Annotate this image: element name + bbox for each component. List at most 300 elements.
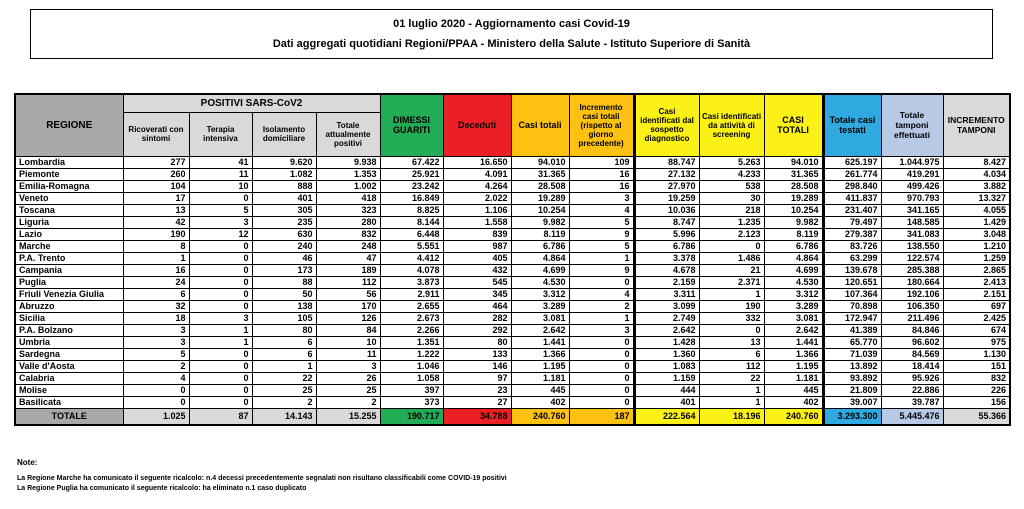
tamponi-effettuati-value: 5.445.476 bbox=[881, 408, 943, 425]
screening-value: 0 bbox=[699, 240, 764, 252]
deceduti-value: 133 bbox=[443, 348, 511, 360]
dimessi-guariti-value: 8.825 bbox=[380, 204, 443, 216]
casi-totali-finali-value: 1.181 bbox=[764, 372, 823, 384]
casi-testati-value: 21.809 bbox=[823, 384, 881, 396]
screening-value: 30 bbox=[699, 192, 764, 204]
casi-totali-value: 31.365 bbox=[511, 168, 569, 180]
sospetto-diagnostico-value: 222.564 bbox=[634, 408, 699, 425]
terapia-value: 0 bbox=[189, 240, 252, 252]
isolamento-value: 6 bbox=[252, 336, 316, 348]
region-name: Umbria bbox=[15, 336, 123, 348]
deceduti-value: 292 bbox=[443, 324, 511, 336]
isolamento-value: 630 bbox=[252, 228, 316, 240]
screening-value: 332 bbox=[699, 312, 764, 324]
casi-totali-finali-value: 1.366 bbox=[764, 348, 823, 360]
attualmente-positivi-value: 26 bbox=[316, 372, 380, 384]
sospetto-diagnostico-value: 2.749 bbox=[634, 312, 699, 324]
region-name: Veneto bbox=[15, 192, 123, 204]
attualmente-positivi-value: 280 bbox=[316, 216, 380, 228]
casi-testati-value: 107.364 bbox=[823, 288, 881, 300]
dimessi-guariti-value: 3.873 bbox=[380, 276, 443, 288]
attualmente-positivi-value: 2 bbox=[316, 396, 380, 408]
table-row bbox=[15, 396, 1010, 408]
table-row bbox=[15, 156, 1010, 168]
attualmente-positivi-value: 56 bbox=[316, 288, 380, 300]
header-casi-testati: Totale casi testati bbox=[823, 94, 881, 156]
sospetto-diagnostico-value: 8.747 bbox=[634, 216, 699, 228]
isolamento-value: 88 bbox=[252, 276, 316, 288]
screening-value: 1.235 bbox=[699, 216, 764, 228]
incremento-tamponi-value: 3.882 bbox=[943, 180, 1010, 192]
casi-totali-finali-value: 402 bbox=[764, 396, 823, 408]
region-name: Molise bbox=[15, 384, 123, 396]
ricoverati-value: 2 bbox=[123, 360, 189, 372]
attualmente-positivi-value: 126 bbox=[316, 312, 380, 324]
terapia-value: 0 bbox=[189, 300, 252, 312]
incremento-casi-value: 109 bbox=[569, 156, 634, 168]
casi-testati-value: 120.651 bbox=[823, 276, 881, 288]
terapia-value: 3 bbox=[189, 312, 252, 324]
terapia-value: 0 bbox=[189, 264, 252, 276]
region-name: Sardegna bbox=[15, 348, 123, 360]
casi-totali-value: 1.366 bbox=[511, 348, 569, 360]
header-incremento-tamponi: INCREMENTO TAMPONI bbox=[943, 94, 1010, 156]
casi-totali-value: 445 bbox=[511, 384, 569, 396]
deceduti-value: 146 bbox=[443, 360, 511, 372]
deceduti-value: 80 bbox=[443, 336, 511, 348]
attualmente-positivi-value: 189 bbox=[316, 264, 380, 276]
ricoverati-value: 0 bbox=[123, 396, 189, 408]
casi-testati-value: 39.007 bbox=[823, 396, 881, 408]
casi-totali-value: 10.254 bbox=[511, 204, 569, 216]
sospetto-diagnostico-value: 1.159 bbox=[634, 372, 699, 384]
attualmente-positivi-value: 1.002 bbox=[316, 180, 380, 192]
casi-totali-value: 3.289 bbox=[511, 300, 569, 312]
casi-totali-finali-value: 94.010 bbox=[764, 156, 823, 168]
sospetto-diagnostico-value: 1.428 bbox=[634, 336, 699, 348]
incremento-tamponi-value: 2.151 bbox=[943, 288, 1010, 300]
casi-totali-finali-value: 1.195 bbox=[764, 360, 823, 372]
isolamento-value: 305 bbox=[252, 204, 316, 216]
tamponi-effettuati-value: 211.496 bbox=[881, 312, 943, 324]
ricoverati-value: 3 bbox=[123, 336, 189, 348]
dimessi-guariti-value: 1.222 bbox=[380, 348, 443, 360]
casi-totali-value: 3.081 bbox=[511, 312, 569, 324]
isolamento-value: 50 bbox=[252, 288, 316, 300]
screening-value: 1 bbox=[699, 396, 764, 408]
sospetto-diagnostico-value: 10.036 bbox=[634, 204, 699, 216]
screening-value: 112 bbox=[699, 360, 764, 372]
casi-testati-value: 261.774 bbox=[823, 168, 881, 180]
incremento-casi-value: 1 bbox=[569, 312, 634, 324]
dimessi-guariti-value: 16.849 bbox=[380, 192, 443, 204]
ricoverati-value: 1.025 bbox=[123, 408, 189, 425]
incremento-casi-value: 3 bbox=[569, 324, 634, 336]
casi-totali-finali-value: 4.530 bbox=[764, 276, 823, 288]
tamponi-effettuati-value: 499.426 bbox=[881, 180, 943, 192]
sospetto-diagnostico-value: 3.099 bbox=[634, 300, 699, 312]
incremento-casi-value: 5 bbox=[569, 216, 634, 228]
isolamento-value: 105 bbox=[252, 312, 316, 324]
incremento-casi-value: 16 bbox=[569, 180, 634, 192]
casi-testati-value: 411.837 bbox=[823, 192, 881, 204]
terapia-value: 0 bbox=[189, 360, 252, 372]
isolamento-value: 138 bbox=[252, 300, 316, 312]
terapia-value: 12 bbox=[189, 228, 252, 240]
casi-totali-value: 28.508 bbox=[511, 180, 569, 192]
isolamento-value: 173 bbox=[252, 264, 316, 276]
casi-totali-value: 9.982 bbox=[511, 216, 569, 228]
isolamento-value: 888 bbox=[252, 180, 316, 192]
isolamento-value: 46 bbox=[252, 252, 316, 264]
casi-testati-value: 65.770 bbox=[823, 336, 881, 348]
region-name: Calabria bbox=[15, 372, 123, 384]
incremento-tamponi-value: 832 bbox=[943, 372, 1010, 384]
screening-value: 1 bbox=[699, 384, 764, 396]
terapia-value: 0 bbox=[189, 372, 252, 384]
dimessi-guariti-value: 23.242 bbox=[380, 180, 443, 192]
isolamento-value: 401 bbox=[252, 192, 316, 204]
title-box bbox=[30, 9, 993, 59]
ricoverati-value: 6 bbox=[123, 288, 189, 300]
ricoverati-value: 24 bbox=[123, 276, 189, 288]
ricoverati-value: 3 bbox=[123, 324, 189, 336]
tamponi-effettuati-value: 22.886 bbox=[881, 384, 943, 396]
incremento-casi-value: 187 bbox=[569, 408, 634, 425]
region-name: P.A. Bolzano bbox=[15, 324, 123, 336]
deceduti-value: 432 bbox=[443, 264, 511, 276]
ricoverati-value: 17 bbox=[123, 192, 189, 204]
incremento-casi-value: 5 bbox=[569, 240, 634, 252]
casi-testati-value: 139.678 bbox=[823, 264, 881, 276]
incremento-casi-value: 0 bbox=[569, 384, 634, 396]
deceduti-value: 545 bbox=[443, 276, 511, 288]
terapia-value: 0 bbox=[189, 396, 252, 408]
casi-totali-value: 4.864 bbox=[511, 252, 569, 264]
casi-totali-finali-value: 19.289 bbox=[764, 192, 823, 204]
casi-testati-value: 70.898 bbox=[823, 300, 881, 312]
screening-value: 13 bbox=[699, 336, 764, 348]
tamponi-effettuati-value: 970.793 bbox=[881, 192, 943, 204]
header-screening: Casi identificati da attività di screening bbox=[699, 94, 764, 156]
table-row bbox=[15, 324, 1010, 336]
terapia-value: 0 bbox=[189, 384, 252, 396]
region-name: Puglia bbox=[15, 276, 123, 288]
sospetto-diagnostico-value: 88.747 bbox=[634, 156, 699, 168]
ricoverati-value: 260 bbox=[123, 168, 189, 180]
incremento-tamponi-value: 674 bbox=[943, 324, 1010, 336]
table-row bbox=[15, 276, 1010, 288]
terapia-value: 1 bbox=[189, 324, 252, 336]
table-row bbox=[15, 264, 1010, 276]
terapia-value: 87 bbox=[189, 408, 252, 425]
casi-totali-finali-value: 445 bbox=[764, 384, 823, 396]
ricoverati-value: 5 bbox=[123, 348, 189, 360]
incremento-tamponi-value: 1.210 bbox=[943, 240, 1010, 252]
casi-totali-value: 240.760 bbox=[511, 408, 569, 425]
header-isolamento: Isolamento domiciliare bbox=[252, 112, 316, 156]
sospetto-diagnostico-value: 2.159 bbox=[634, 276, 699, 288]
deceduti-value: 97 bbox=[443, 372, 511, 384]
attualmente-positivi-value: 323 bbox=[316, 204, 380, 216]
casi-testati-value: 93.892 bbox=[823, 372, 881, 384]
incremento-tamponi-value: 1.259 bbox=[943, 252, 1010, 264]
sospetto-diagnostico-value: 27.132 bbox=[634, 168, 699, 180]
table-row bbox=[15, 180, 1010, 192]
casi-totali-value: 2.642 bbox=[511, 324, 569, 336]
table-row bbox=[15, 240, 1010, 252]
casi-testati-value: 83.726 bbox=[823, 240, 881, 252]
table-row bbox=[15, 288, 1010, 300]
dimessi-guariti-value: 1.351 bbox=[380, 336, 443, 348]
screening-value: 190 bbox=[699, 300, 764, 312]
page-subtitle: Dati aggregati quotidiani Regioni/PPAA - Ministero della Salute - Istituto Superiore di Sanità bbox=[272, 38, 751, 50]
header-positivi-group: POSITIVI SARS-CoV2 bbox=[123, 94, 380, 112]
incremento-casi-value: 9 bbox=[569, 264, 634, 276]
isolamento-value: 1.082 bbox=[252, 168, 316, 180]
terapia-value: 0 bbox=[189, 288, 252, 300]
attualmente-positivi-value: 84 bbox=[316, 324, 380, 336]
incremento-tamponi-value: 697 bbox=[943, 300, 1010, 312]
casi-totali-value: 4.530 bbox=[511, 276, 569, 288]
header-sospetto-diagnostico: Casi identificati dal sospetto diagnostico bbox=[634, 94, 699, 156]
casi-totali-finali-value: 9.982 bbox=[764, 216, 823, 228]
casi-totali-finali-value: 3.081 bbox=[764, 312, 823, 324]
region-name: Lazio bbox=[15, 228, 123, 240]
casi-totali-finali-value: 4.864 bbox=[764, 252, 823, 264]
header-attualmente-positivi: Totale attualmente positivi bbox=[316, 112, 380, 156]
totals-row bbox=[15, 408, 1010, 425]
table-row bbox=[15, 384, 1010, 396]
dimessi-guariti-value: 25.921 bbox=[380, 168, 443, 180]
header-ricoverati: Ricoverati con sintomi bbox=[123, 112, 189, 156]
region-name: Sicilia bbox=[15, 312, 123, 324]
sospetto-diagnostico-value: 19.259 bbox=[634, 192, 699, 204]
tamponi-effettuati-value: 39.787 bbox=[881, 396, 943, 408]
incremento-tamponi-value: 2.425 bbox=[943, 312, 1010, 324]
incremento-casi-value: 0 bbox=[569, 396, 634, 408]
region-name: Basilicata bbox=[15, 396, 123, 408]
terapia-value: 0 bbox=[189, 192, 252, 204]
isolamento-value: 2 bbox=[252, 396, 316, 408]
incremento-casi-value: 0 bbox=[569, 372, 634, 384]
ricoverati-value: 18 bbox=[123, 312, 189, 324]
tamponi-effettuati-value: 96.602 bbox=[881, 336, 943, 348]
ricoverati-value: 42 bbox=[123, 216, 189, 228]
table-row bbox=[15, 348, 1010, 360]
attualmente-positivi-value: 47 bbox=[316, 252, 380, 264]
ricoverati-value: 190 bbox=[123, 228, 189, 240]
dimessi-guariti-value: 1.046 bbox=[380, 360, 443, 372]
attualmente-positivi-value: 112 bbox=[316, 276, 380, 288]
screening-value: 538 bbox=[699, 180, 764, 192]
screening-value: 1 bbox=[699, 288, 764, 300]
incremento-tamponi-value: 3.048 bbox=[943, 228, 1010, 240]
ricoverati-value: 277 bbox=[123, 156, 189, 168]
deceduti-value: 839 bbox=[443, 228, 511, 240]
tamponi-effettuati-value: 95.926 bbox=[881, 372, 943, 384]
screening-value: 0 bbox=[699, 324, 764, 336]
isolamento-value: 240 bbox=[252, 240, 316, 252]
sospetto-diagnostico-value: 1.083 bbox=[634, 360, 699, 372]
deceduti-value: 23 bbox=[443, 384, 511, 396]
sospetto-diagnostico-value: 3.311 bbox=[634, 288, 699, 300]
header-incremento-casi: Incremento casi totali (rispetto al giorno precedente) bbox=[569, 94, 634, 156]
table-row bbox=[15, 228, 1010, 240]
screening-value: 218 bbox=[699, 204, 764, 216]
attualmente-positivi-value: 15.255 bbox=[316, 408, 380, 425]
isolamento-value: 9.620 bbox=[252, 156, 316, 168]
screening-value: 6 bbox=[699, 348, 764, 360]
sospetto-diagnostico-value: 2.642 bbox=[634, 324, 699, 336]
casi-testati-value: 3.293.300 bbox=[823, 408, 881, 425]
casi-testati-value: 172.947 bbox=[823, 312, 881, 324]
terapia-value: 0 bbox=[189, 348, 252, 360]
attualmente-positivi-value: 3 bbox=[316, 360, 380, 372]
casi-totali-finali-value: 8.119 bbox=[764, 228, 823, 240]
note-line-marche: La Regione Marche ha comunicato il seguente ricalcolo: n.4 decessi precedentemente segnalati non risultano classificabili come COVID-19 positivi bbox=[17, 475, 507, 482]
region-name: P.A. Trento bbox=[15, 252, 123, 264]
casi-totali-finali-value: 28.508 bbox=[764, 180, 823, 192]
casi-testati-value: 231.407 bbox=[823, 204, 881, 216]
casi-totali-finali-value: 1.441 bbox=[764, 336, 823, 348]
tamponi-effettuati-value: 138.550 bbox=[881, 240, 943, 252]
casi-totali-finali-value: 4.699 bbox=[764, 264, 823, 276]
page-title: 01 luglio 2020 - Aggiornamento casi Covid-19 bbox=[393, 18, 630, 30]
attualmente-positivi-value: 11 bbox=[316, 348, 380, 360]
dimessi-guariti-value: 2.266 bbox=[380, 324, 443, 336]
dimessi-guariti-value: 190.717 bbox=[380, 408, 443, 425]
casi-totali-finali-value: 240.760 bbox=[764, 408, 823, 425]
casi-totali-value: 1.441 bbox=[511, 336, 569, 348]
incremento-casi-value: 16 bbox=[569, 168, 634, 180]
casi-totali-finali-value: 10.254 bbox=[764, 204, 823, 216]
dimessi-guariti-value: 4.412 bbox=[380, 252, 443, 264]
isolamento-value: 25 bbox=[252, 384, 316, 396]
tamponi-effettuati-value: 285.388 bbox=[881, 264, 943, 276]
ricoverati-value: 104 bbox=[123, 180, 189, 192]
attualmente-positivi-value: 10 bbox=[316, 336, 380, 348]
dimessi-guariti-value: 8.144 bbox=[380, 216, 443, 228]
dimessi-guariti-value: 6.448 bbox=[380, 228, 443, 240]
ricoverati-value: 1 bbox=[123, 252, 189, 264]
ricoverati-value: 8 bbox=[123, 240, 189, 252]
casi-testati-value: 298.840 bbox=[823, 180, 881, 192]
casi-totali-finali-value: 3.312 bbox=[764, 288, 823, 300]
incremento-casi-value: 9 bbox=[569, 228, 634, 240]
deceduti-value: 1.106 bbox=[443, 204, 511, 216]
casi-totali-value: 8.119 bbox=[511, 228, 569, 240]
incremento-casi-value: 2 bbox=[569, 300, 634, 312]
terapia-value: 3 bbox=[189, 216, 252, 228]
deceduti-value: 34.788 bbox=[443, 408, 511, 425]
deceduti-value: 1.558 bbox=[443, 216, 511, 228]
casi-totali-finali-value: 6.786 bbox=[764, 240, 823, 252]
attualmente-positivi-value: 1.353 bbox=[316, 168, 380, 180]
attualmente-positivi-value: 25 bbox=[316, 384, 380, 396]
note-line-puglia: La Regione Puglia ha comunicato il seguente ricalcolo: ha eliminato n.1 caso duplicato bbox=[17, 484, 307, 492]
header-dimessi-guariti: DIMESSI GUARITI bbox=[380, 94, 443, 156]
incremento-tamponi-value: 4.034 bbox=[943, 168, 1010, 180]
table-row bbox=[15, 168, 1010, 180]
ricoverati-value: 4 bbox=[123, 372, 189, 384]
table-row bbox=[15, 312, 1010, 324]
casi-totali-value: 3.312 bbox=[511, 288, 569, 300]
dimessi-guariti-value: 1.058 bbox=[380, 372, 443, 384]
deceduti-value: 405 bbox=[443, 252, 511, 264]
casi-totali-value: 94.010 bbox=[511, 156, 569, 168]
tamponi-effettuati-value: 18.414 bbox=[881, 360, 943, 372]
region-name: Emilia-Romagna bbox=[15, 180, 123, 192]
incremento-tamponi-value: 4.055 bbox=[943, 204, 1010, 216]
header-regione: REGIONE bbox=[15, 94, 123, 156]
sospetto-diagnostico-value: 6.786 bbox=[634, 240, 699, 252]
ricoverati-value: 32 bbox=[123, 300, 189, 312]
incremento-tamponi-value: 1.130 bbox=[943, 348, 1010, 360]
header-terapia-intensiva: Terapia intensiva bbox=[189, 112, 252, 156]
table-row bbox=[15, 204, 1010, 216]
incremento-casi-value: 0 bbox=[569, 336, 634, 348]
deceduti-value: 4.091 bbox=[443, 168, 511, 180]
tamponi-effettuati-value: 122.574 bbox=[881, 252, 943, 264]
tamponi-effettuati-value: 106.350 bbox=[881, 300, 943, 312]
screening-value: 2.371 bbox=[699, 276, 764, 288]
screening-value: 5.263 bbox=[699, 156, 764, 168]
incremento-casi-value: 4 bbox=[569, 288, 634, 300]
table-row bbox=[15, 372, 1010, 384]
incremento-tamponi-value: 2.413 bbox=[943, 276, 1010, 288]
tamponi-effettuati-value: 180.664 bbox=[881, 276, 943, 288]
attualmente-positivi-value: 418 bbox=[316, 192, 380, 204]
screening-value: 21 bbox=[699, 264, 764, 276]
incremento-casi-value: 0 bbox=[569, 276, 634, 288]
casi-testati-value: 79.497 bbox=[823, 216, 881, 228]
ricoverati-value: 16 bbox=[123, 264, 189, 276]
deceduti-value: 16.650 bbox=[443, 156, 511, 168]
region-name: Abruzzo bbox=[15, 300, 123, 312]
dimessi-guariti-value: 4.078 bbox=[380, 264, 443, 276]
screening-value: 4.233 bbox=[699, 168, 764, 180]
incremento-casi-value: 1 bbox=[569, 252, 634, 264]
sospetto-diagnostico-value: 5.996 bbox=[634, 228, 699, 240]
tamponi-effettuati-value: 84.846 bbox=[881, 324, 943, 336]
tamponi-effettuati-value: 84.569 bbox=[881, 348, 943, 360]
isolamento-value: 235 bbox=[252, 216, 316, 228]
incremento-casi-value: 3 bbox=[569, 192, 634, 204]
isolamento-value: 6 bbox=[252, 348, 316, 360]
ricoverati-value: 0 bbox=[123, 384, 189, 396]
screening-value: 1.486 bbox=[699, 252, 764, 264]
casi-totali-value: 1.195 bbox=[511, 360, 569, 372]
header-deceduti: Deceduti bbox=[443, 94, 511, 156]
screening-value: 22 bbox=[699, 372, 764, 384]
dimessi-guariti-value: 373 bbox=[380, 396, 443, 408]
ricoverati-value: 13 bbox=[123, 204, 189, 216]
incremento-tamponi-value: 55.366 bbox=[943, 408, 1010, 425]
terapia-value: 5 bbox=[189, 204, 252, 216]
table-row bbox=[15, 336, 1010, 348]
tamponi-effettuati-value: 148.585 bbox=[881, 216, 943, 228]
region-name: Lombardia bbox=[15, 156, 123, 168]
casi-totali-finali-value: 2.642 bbox=[764, 324, 823, 336]
region-name: Piemonte bbox=[15, 168, 123, 180]
terapia-value: 0 bbox=[189, 252, 252, 264]
isolamento-value: 1 bbox=[252, 360, 316, 372]
sospetto-diagnostico-value: 3.378 bbox=[634, 252, 699, 264]
isolamento-value: 22 bbox=[252, 372, 316, 384]
casi-totali-value: 1.181 bbox=[511, 372, 569, 384]
table-row bbox=[15, 252, 1010, 264]
